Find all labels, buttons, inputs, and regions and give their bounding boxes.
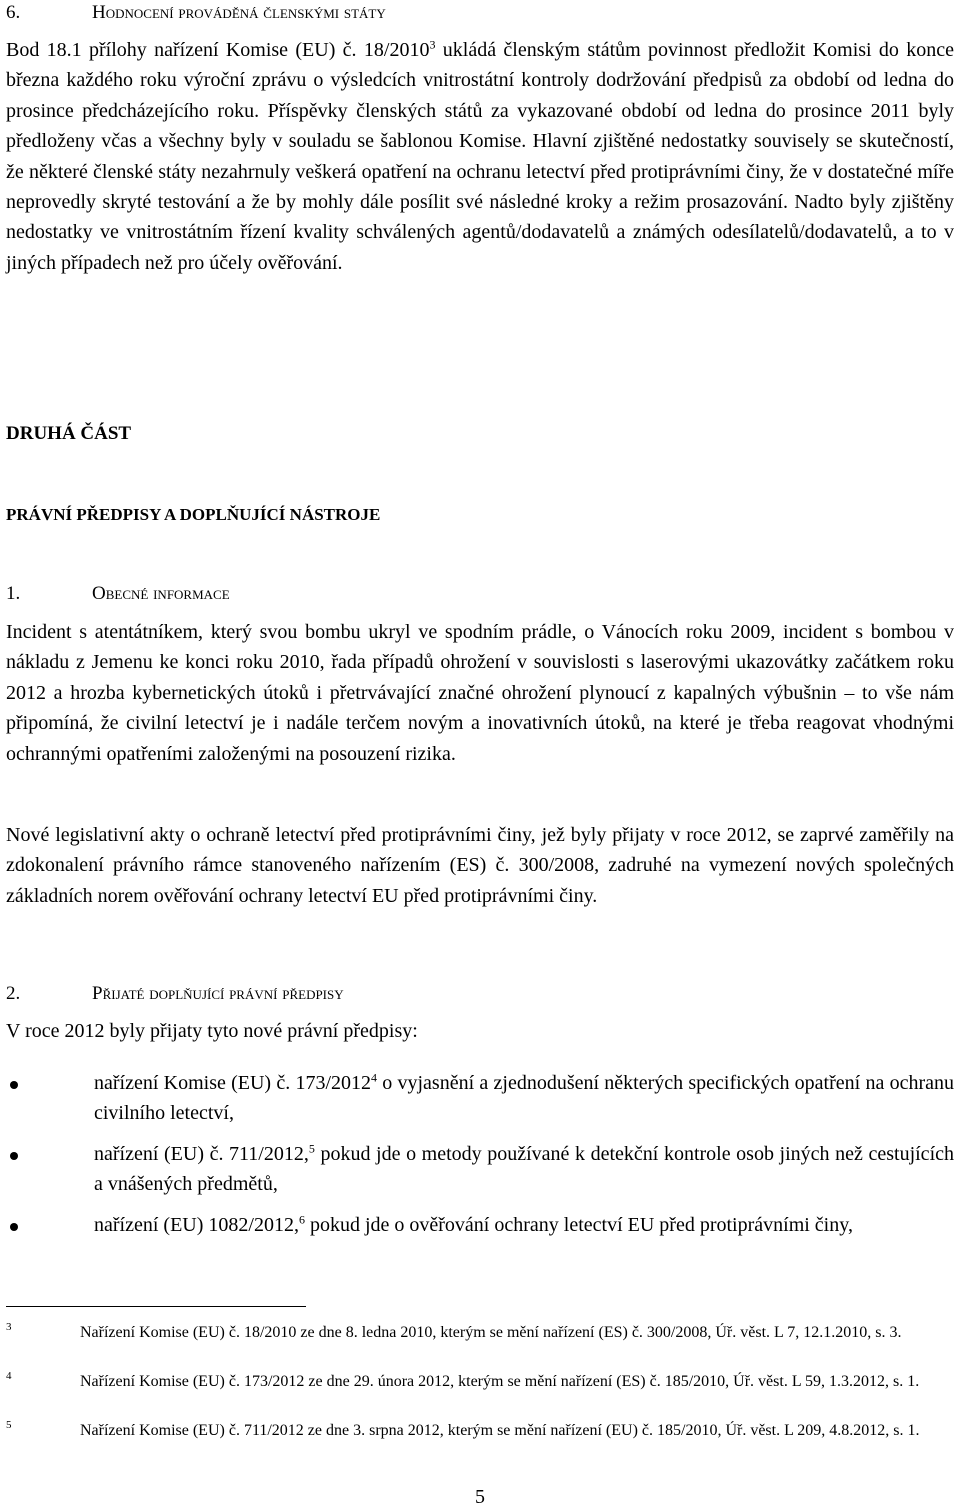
footnote-text: Nařízení Komise (EU) č. 18/2010 ze dne 8. ledna 2010, kterým se mění nařízení (ES) č. 300/2008, Úř. věst. L 7, 12.1.2010, s. 3. — [80, 1324, 902, 1341]
section-2-title — [92, 983, 344, 1004]
section-1-paragraph-1: Incident s atentátníkem, který svou bombu ukryl ve spodním prádle, o Vánocích roku 2009, incident s bombou v nákladu z Jemenu ke konci roku 2010, řada případů ohrožení v souvislosti s laserovými ukazovátky začátkem roku 2012 a hrozba kybernetických útoků i přetrvávající značné ohrožení plynoucí z kapalných výbušnin – to vše nám připomíná, že civilní letectví je i nadále terčem novým a inovativních útoků, na které je třeba reagovat vhodnými ochrannými opatřeními založenými na posouzení rizika. — [6, 621, 954, 765]
footnote-text: Nařízení Komise (EU) č. 711/2012 ze dne 3. srpna 2012, kterým se mění nařízení (EU) č. 185/2010, Úř. věst. L 209, 4.8.2012, s. 1. — [80, 1422, 920, 1439]
section-2-heading — [6, 983, 344, 1005]
section-6-title — [92, 2, 386, 23]
footnote-ref-4[interactable]: 4 — [371, 1070, 378, 1085]
section-2-title-initial: P — [92, 983, 103, 1004]
list-item-text-2: pokud jde o metody používané k detekční kontrole osob jiných než cestujících a vnášených předmětů, — [94, 1142, 954, 1196]
footnote-3 — [6, 1323, 954, 1344]
footnote-divider — [6, 1306, 306, 1307]
list-item-text-1: nařízení Komise (EU) č. 173/2012 — [94, 1072, 372, 1094]
footnote-4 — [6, 1372, 954, 1393]
section-2-title-rest: řijaté doplňující právní předpisy — [102, 983, 344, 1004]
list-item-text-1: nařízení (EU) č. 711/2012, — [94, 1142, 309, 1165]
section-2-number: 2. — [6, 983, 21, 1004]
list-item-text-2: pokud jde o ověřování ochrany letectví EU před protiprávními činy, — [304, 1213, 853, 1236]
section-6-number: 6. — [6, 2, 21, 23]
section-1-title — [92, 583, 230, 604]
footnote-text: Nařízení Komise (EU) č. 173/2012 ze dne 29. února 2012, kterým se mění nařízení (ES) č. 185/2010, Úř. věst. L 59, 1.3.2012, s. 1. — [80, 1373, 920, 1390]
section-6-heading — [6, 2, 386, 24]
regulation-list — [6, 1068, 954, 1250]
footnote-ref-6[interactable]: 6 — [298, 1211, 305, 1226]
section-6-paragraph-text-1: Bod 18.1 přílohy nařízení Komise (EU) č. 18/2010 — [6, 39, 430, 61]
footnote-number: 3 — [6, 1321, 12, 1333]
bullet-icon — [10, 1152, 18, 1160]
section-6-title-initial: H — [92, 2, 106, 23]
section-6-title-rest: odnocení prováděná členskými státy — [105, 2, 386, 23]
section-1-number: 1. — [6, 583, 21, 604]
part-two-title: DRUHÁ ČÁST — [6, 423, 132, 444]
part-two-subtitle: PRÁVNÍ PŘEDPISY A DOPLŇUJÍCÍ NÁSTROJE — [6, 505, 381, 524]
footnote-ref-5[interactable]: 5 — [308, 1141, 315, 1156]
footnote-ref-3[interactable]: 3 — [429, 37, 436, 52]
section-6-paragraph — [6, 35, 954, 278]
footnote-5 — [6, 1421, 954, 1442]
section-1-heading — [6, 583, 230, 605]
list-item-text-1: nařízení (EU) 1082/2012, — [94, 1213, 299, 1236]
footnote-number: 4 — [6, 1370, 12, 1382]
bullet-icon — [10, 1081, 18, 1089]
section-1-paragraph-2: Nové legislativní akty o ochraně letectví před protiprávními činy, jež byly přijaty v roce 2012, se zaprvé zaměřily na zdokonalení právního rámce stanoveného nařízením (ES) č. 300/2008, zadruhé na vymezení nových společných základních norem ověřování ochrany letectví EU před protiprávními činy. — [6, 824, 954, 907]
list-item — [6, 1210, 954, 1240]
page-number: 5 — [475, 1486, 485, 1508]
section-2-intro: V roce 2012 byly přijaty tyto nové právní předpisy: — [6, 1020, 418, 1042]
section-1-title-rest: becné informace — [105, 583, 230, 604]
section-6-paragraph-text-2: ukládá členským státům povinnost předložit Komisi do konce března každého roku výroční zprávu o výsledcích vnitrostátní kontroly dodržování předpisů za období od ledna do prosince předcházejícího roku. Příspěvky členských států za vykazované období od ledna do prosince 2011 byly předloženy včas a všechny byly v souladu se šablonou Komise. Hlavní zjištěné nedostatky souvisely se skutečností, že některé členské státy nezahrnuly veškerá opatření na ochranu letectví před protiprávními činy, že v dostatečné míře neprovedly skryté testování a že by mohly dále posílit své následné kroky a režim prosazování. Nadto byly zjištěny nedostatky ve vnitrostátním řízení kvality schválených agentů/dodavatelů a známých odesílatelů/dodavatelů, a to v jiných případech než pro účely ověřování. — [6, 39, 954, 274]
bullet-icon — [10, 1223, 18, 1231]
list-item — [6, 1139, 954, 1200]
section-1-title-initial: O — [92, 583, 106, 604]
list-item — [6, 1068, 954, 1129]
footnote-number: 5 — [6, 1419, 12, 1431]
list-item-text-2: o vyjasnění a zjednodušení některých specifických opatření na ochranu civilního letectví, — [94, 1072, 954, 1125]
